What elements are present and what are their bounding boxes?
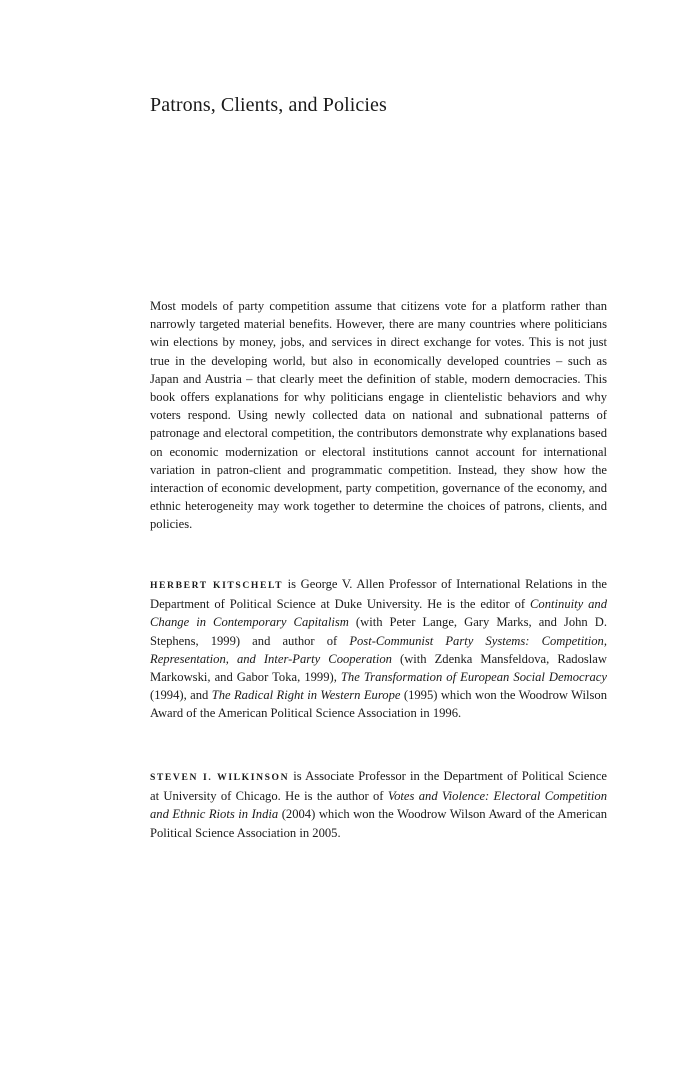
- book-reference: The Radical Right in Western Europe: [211, 688, 401, 703]
- book-reference: The Transformation of European Social Democracy: [340, 670, 607, 685]
- book-reference: Continuity and Change in Contemporary Capitalism: [150, 597, 607, 630]
- bio-text: is George V. Allen Professor of International Relations in the Department of Political Science at Duke University. He is the editor of: [150, 577, 607, 612]
- book-description: Most models of party competition assume that citizens vote for a platform rather than narrowly targeted material benefits. However, there are many countries where politicians win elections by money, jobs, and services in direct exchange for votes. This is not just true in the developing world, but also in economically developed countries – such as Japan and Austria – that clearly meet the definition of stable, modern democracies. This book offers explanations for why politicians engage in clientelistic behaviors and why voters respond. Using newly collected data on national and subnational patterns of patronage and electoral competition, the contributors demonstrate why explanations based on economic modernization or electoral institutions cannot account for international variation in patron-client and programmatic competition. Instead, they show how the interaction of economic development, party competition, governance of the economy, and ethnic heterogeneity may work together to determine the choices of patrons, clients, and policies.: [150, 299, 607, 532]
- book-reference: Post-Communist Party Systems: Competition, Representation, and Inter-Party Cooperation: [150, 633, 608, 666]
- bio-text: (with Zdenka Mansfeldova, Radoslaw Markowski, and Gabor Toka, 1999),: [150, 651, 607, 685]
- book-title: Patrons, Clients, and Policies: [150, 94, 387, 116]
- author-name: HERBERT KITSCHELT: [150, 580, 284, 591]
- author-bio-wilkinson: [150, 767, 607, 842]
- bio-text: (2004) which won the Woodrow Wilson Award of the American Political Science Association in 2005.: [150, 807, 607, 840]
- book-reference: Votes and Violence: Electoral Competition and Ethnic Riots in India: [150, 789, 607, 822]
- bio-text: (1995) which won the Woodrow Wilson Award of the American Political Science Association in 1996.: [150, 688, 607, 721]
- author-name: STEVEN I. WILKINSON: [150, 772, 290, 783]
- bio-text: (1994), and: [150, 688, 212, 703]
- bio-text: is Associate Professor in the Department of Political Science at University of Chicago. He is the author of: [150, 769, 608, 804]
- bio-text: (with Peter Lange, Gary Marks, and John D. Stephens, 1999) and author of: [150, 615, 608, 648]
- author-bio-kitschelt: [150, 575, 607, 723]
